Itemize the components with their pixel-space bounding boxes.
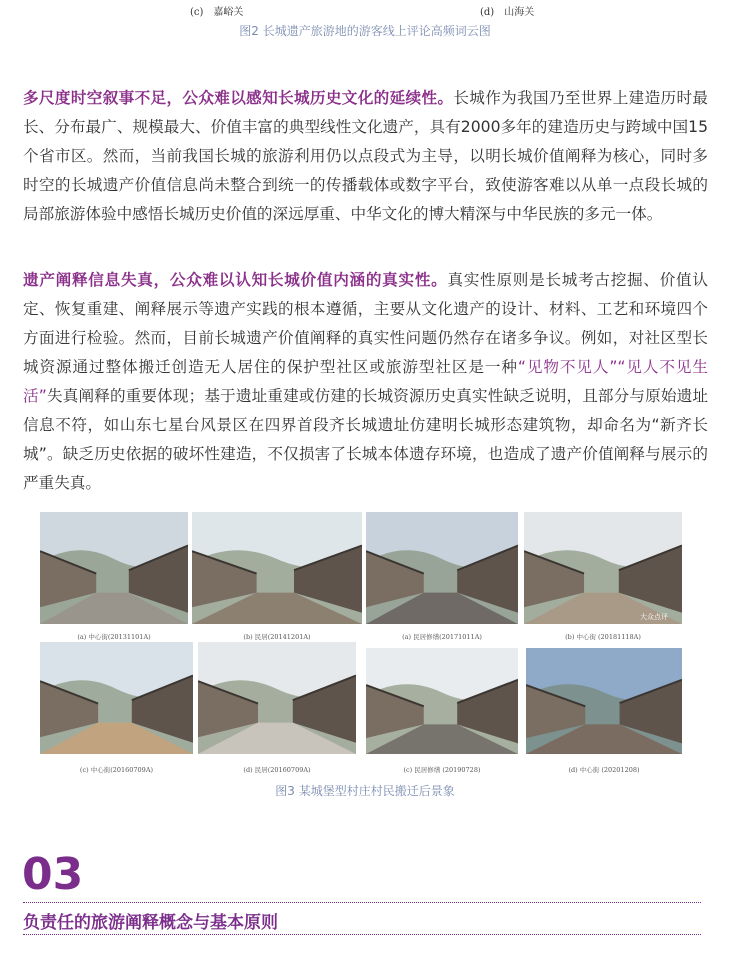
photo-1: [40, 512, 188, 624]
paragraph-body: 长城作为我国乃至世界上建造历时最长、分布最广、规模最大、价值丰富的典型线性文化遗产，具有2000多年的建造历史与跨域中国15个省市区。然而，当前我国长城的旅游利用仍以点段式为主导，以明长城价值阐释为核心，同时多时空的长城遗产价值信息尚未整合到统一的传播载体或数字平台，致使游客难以从单一点段长城的局部旅游体验中感悟长城历史价值的深远厚重、中华文化的博大精深与中华民族的多元一体。: [23, 89, 708, 223]
section-divider-bottom: [23, 934, 701, 935]
section-divider-top: [23, 902, 701, 903]
fig2-caption: 图2 长城遗产旅游地的游客线上评论高频词云图: [239, 24, 491, 38]
photo-6: [198, 642, 356, 754]
photo-4: [524, 512, 682, 624]
photo-caption-1: (a) 中心街(20131101A): [77, 633, 151, 641]
photo-caption-8: (d) 中心街 (20201208): [568, 766, 640, 774]
photo-2: [192, 512, 362, 624]
paragraph-highlight: “见物不见人”“见人不见生活”: [23, 358, 708, 405]
section-number: 03: [22, 849, 84, 900]
fig2-sublabel-c: (c) 嘉峪关: [190, 7, 244, 18]
section-title: 负责任的旅游阐释概念与基本原则: [23, 913, 278, 933]
paragraph-continuity: [23, 84, 708, 229]
photo-3: [366, 512, 518, 624]
fig3-caption: 图3 某城堡型村庄村民搬迁后景象: [275, 784, 455, 798]
paragraph-lead: 多尺度时空叙事不足，公众难以感知长城历史文化的延续性。: [23, 89, 454, 107]
paragraph-body-part1: 真实性原则是长城考古挖掘、价值认定、恢复重建、阐释展示等遗产实践的根本遵循，主要从文化遗产的设计、材料、工艺和环境四个方面进行检验。然而，目前长城遗产价值阐释的真实性问题仍然存在诸多争议。例如，对社区型长城资源通过整体搬迁创造无人居住的保护型社区或旅游型社区是一种: [23, 271, 708, 376]
photo-caption-6: (d) 民居(20160709A): [243, 766, 311, 774]
photo-5: [40, 642, 193, 754]
photo-caption-5: (c) 中心街(20160709A): [79, 766, 154, 774]
photo-8: [526, 648, 682, 754]
paragraph-lead: 遗产阐释信息失真，公众难以认知长城价值内涵的真实性。: [23, 271, 448, 289]
photo-caption-3: (a) 民居修缮(20171011A): [402, 633, 482, 641]
watermark-label: 大众点评: [640, 613, 668, 621]
paragraph-authenticity: [23, 266, 708, 498]
photo-caption-7: (c) 民居修缮 (20190728): [403, 766, 481, 774]
photo-7: [366, 648, 518, 754]
paragraph-body-part2: 失真阐释的重要体现；基于遗址重建或仿建的长城资源历史真实性缺乏说明，且部分与原始遗址信息不符，如山东七星台风景区在四界首段齐长城遗址仿建明长城形态建筑物，却命名为“新齐长城”。缺乏历史依据的破坏性建造，不仅损害了长城本体遗存环境，也造成了遗产价值阐释与展示的严重失真。: [23, 387, 708, 492]
fig2-sublabel-d: (d) 山海关: [480, 7, 535, 18]
photo-caption-2: (b) 民居(20141201A): [243, 633, 311, 641]
photo-caption-4: (b) 中心街 (20181118A): [565, 633, 641, 641]
